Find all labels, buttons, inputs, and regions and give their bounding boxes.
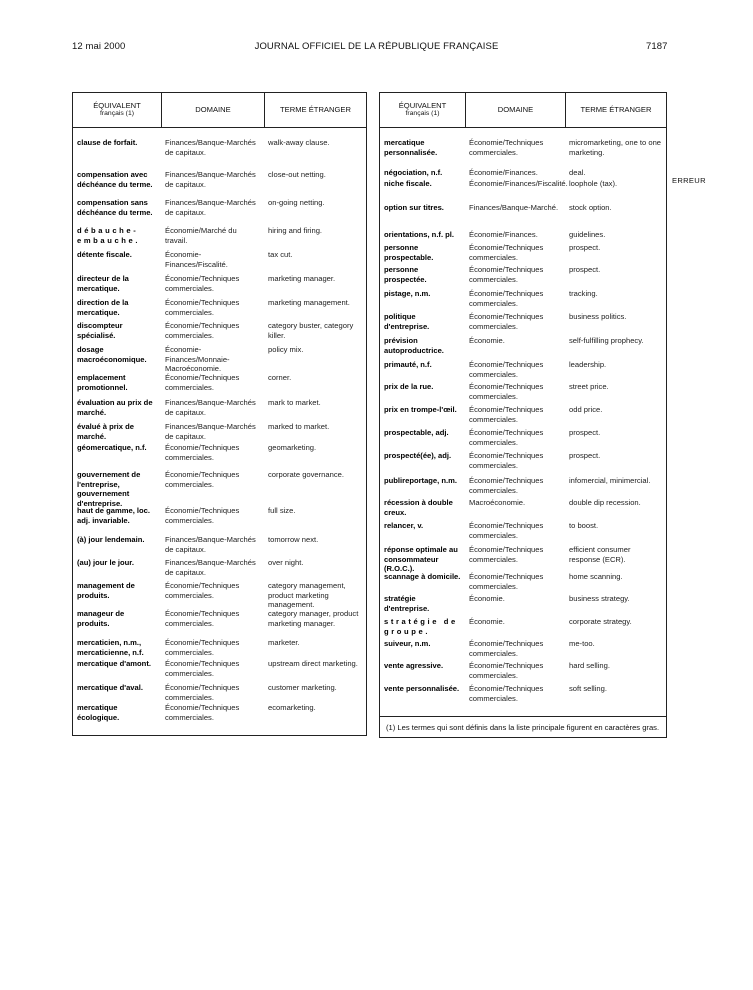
table-row — [380, 545, 666, 572]
col-header-equivalent-sub: français (1) — [405, 110, 440, 118]
col-header-domaine: DOMAINE — [465, 93, 565, 127]
table-row — [380, 428, 666, 451]
term-foreign: marked to market. — [268, 422, 330, 431]
table-row — [73, 659, 366, 683]
term-domain: Économie/Techniques commerciales. — [469, 138, 544, 157]
term-equivalent: (au) jour le jour. — [77, 558, 134, 567]
table-row — [380, 405, 666, 428]
col-header-equivalent-label: ÉQUIVALENT — [93, 100, 141, 110]
term-equivalent: vente personnalisée. — [384, 684, 460, 693]
table-row — [73, 170, 366, 198]
term-foreign: over night. — [268, 558, 304, 567]
term-domain: Économie/Techniques commerciales. — [469, 289, 544, 308]
table-row — [73, 638, 366, 659]
table-row — [73, 609, 366, 638]
term-foreign: micromarketing, one to one marketing. — [569, 138, 662, 157]
table-row — [380, 243, 666, 265]
left-table — [72, 92, 367, 736]
header-date: 12 mai 2000 — [72, 41, 126, 52]
col-header-terme: TERME ÉTRANGER — [264, 93, 366, 127]
term-domain: Économie/Techniques commerciales. — [469, 572, 544, 591]
term-domain: Économie-Finances/Fiscalité. — [165, 250, 228, 269]
term-domain: Finances/Banque-Marchés de capitaux. — [165, 422, 256, 441]
term-domain: Économie/Techniques commerciales. — [165, 659, 240, 678]
term-equivalent: mercatique d'amont. — [77, 659, 151, 668]
col-header-domaine: DOMAINE — [161, 93, 264, 127]
term-domain: Finances/Banque-Marchés de capitaux. — [165, 170, 256, 189]
term-foreign: efficient consumer response (ECR). — [569, 545, 631, 564]
term-domain: Économie/Techniques commerciales. — [469, 661, 544, 680]
table-row — [380, 594, 666, 617]
term-equivalent: réponse optimale au consommateur (R.O.C.). — [384, 545, 458, 574]
term-equivalent: emplacement promotionnel. — [77, 373, 128, 392]
term-domain: Finances/Banque-Marchés de capitaux. — [165, 558, 256, 577]
term-equivalent: négociation, n.f. — [384, 168, 443, 177]
term-domain: Économie/Techniques commerciales. — [469, 428, 544, 447]
term-equivalent: évalué à prix de marché. — [77, 422, 134, 441]
term-foreign: category manager, product marketing manager. — [268, 609, 359, 628]
term-domain: Finances/Banque-Marché. — [469, 203, 559, 212]
term-domain: Économie/Techniques commerciales. — [165, 373, 240, 392]
term-domain: Économie/Techniques commerciales. — [469, 639, 544, 658]
page-number: 7187 — [646, 41, 668, 52]
table-row — [380, 521, 666, 545]
term-domain: Économie/Techniques commerciales. — [165, 298, 240, 317]
table-row — [73, 226, 366, 250]
table-row — [73, 703, 366, 725]
term-foreign: full size. — [268, 506, 296, 515]
term-foreign: corporate governance. — [268, 470, 344, 479]
term-equivalent: directeur de la mercatique. — [77, 274, 129, 293]
term-equivalent: clause de forfait. — [77, 138, 138, 147]
term-domain: Économie/Techniques commerciales. — [469, 243, 544, 262]
term-domain: Économie/Techniques commerciales. — [165, 321, 240, 340]
term-equivalent: dosage macroéconomique. — [77, 345, 147, 364]
term-domain: Économie/Finances/Fiscalité. — [469, 179, 568, 188]
table-row — [73, 274, 366, 298]
table-row — [73, 683, 366, 703]
term-equivalent: option sur titres. — [384, 203, 444, 212]
table-row — [380, 476, 666, 498]
table-row — [380, 203, 666, 230]
table-row — [73, 398, 366, 422]
term-domain: Économie/Techniques commerciales. — [165, 506, 240, 525]
table-row — [380, 265, 666, 289]
term-foreign: prospect. — [569, 428, 601, 437]
right-table — [379, 92, 667, 738]
term-foreign: category buster, category killer. — [268, 321, 354, 340]
term-equivalent: gouvernement de l'entreprise, gouvernement d'entreprise. — [77, 470, 141, 508]
term-equivalent: stratégie d'entreprise. — [384, 594, 430, 613]
table-row — [73, 298, 366, 321]
term-domain: Économie/Techniques commerciales. — [165, 581, 240, 600]
table-row — [73, 321, 366, 345]
term-equivalent: compensation avec déchéance du terme. — [77, 170, 153, 189]
term-equivalent: suiveur, n.m. — [384, 639, 431, 648]
left-table-body — [73, 128, 366, 725]
term-domain: Économie/Techniques commerciales. — [469, 405, 544, 424]
table-row — [73, 581, 366, 609]
term-foreign: policy mix. — [268, 345, 304, 354]
term-equivalent: vente agressive. — [384, 661, 444, 670]
term-foreign: self-fulfilling prophecy. — [569, 336, 644, 345]
left-table-header — [73, 93, 366, 128]
term-domain: Économie. — [469, 336, 505, 345]
term-foreign: marketing manager. — [268, 274, 336, 283]
term-foreign: customer marketing. — [268, 683, 337, 692]
term-foreign: odd price. — [569, 405, 603, 414]
term-equivalent: direction de la mercatique. — [77, 298, 129, 317]
term-foreign: on-going netting. — [268, 198, 325, 207]
term-domain: Économie/Techniques commerciales. — [165, 274, 240, 293]
term-foreign: marketer. — [268, 638, 300, 647]
table-row — [380, 451, 666, 476]
table-row — [380, 230, 666, 243]
term-equivalent: primauté, n.f. — [384, 360, 432, 369]
col-header-equivalent — [73, 93, 161, 127]
term-domain: Économie/Techniques commerciales. — [165, 470, 240, 489]
term-equivalent: détente fiscale. — [77, 250, 132, 259]
term-equivalent: haut de gamme, loc. adj. invariable. — [77, 506, 151, 525]
term-domain: Économie/Techniques commerciales. — [165, 703, 240, 722]
term-foreign: to boost. — [569, 521, 599, 530]
term-foreign: stock option. — [569, 203, 612, 212]
col-header-equivalent-sub: français (1) — [100, 110, 134, 118]
table-row — [73, 558, 366, 581]
term-domain: Économie/Techniques commerciales. — [165, 443, 240, 462]
term-equivalent: personne prospectable. — [384, 243, 434, 262]
term-equivalent: compensation sans déchéance du terme. — [77, 198, 153, 217]
table-row — [73, 535, 366, 558]
table-row — [380, 312, 666, 336]
term-equivalent: personne prospectée. — [384, 265, 427, 284]
term-foreign: hard selling. — [569, 661, 610, 670]
term-equivalent: mercatique d'aval. — [77, 683, 143, 692]
term-foreign: business strategy. — [569, 594, 630, 603]
table-row — [380, 360, 666, 382]
term-foreign: close-out netting. — [268, 170, 326, 179]
term-equivalent: géomercatique, n.f. — [77, 443, 147, 452]
term-equivalent: publireportage, n.m. — [384, 476, 457, 485]
term-foreign: walk-away clause. — [268, 138, 330, 147]
term-domain: Économie. — [469, 617, 505, 626]
table-row — [380, 128, 666, 168]
table-row — [380, 382, 666, 405]
term-equivalent: niche fiscale. — [384, 179, 432, 188]
table-row — [380, 684, 666, 708]
term-domain: Finances/Banque-Marchés de capitaux. — [165, 398, 256, 417]
table-row — [380, 639, 666, 661]
term-domain: Économie. — [469, 594, 505, 603]
term-foreign: prospect. — [569, 265, 601, 274]
term-foreign: corner. — [268, 373, 292, 382]
term-equivalent: orientations, n.f. pl. — [384, 230, 455, 239]
right-table-header — [380, 93, 666, 128]
term-equivalent: débauche-embauche. — [77, 226, 141, 245]
term-equivalent: (à) jour lendemain. — [77, 535, 145, 544]
term-foreign: tracking. — [569, 289, 598, 298]
term-domain: Finances/Banque-Marchés de capitaux. — [165, 138, 256, 157]
term-domain: Économie/Techniques commerciales. — [469, 382, 544, 401]
term-foreign: prospect. — [569, 243, 601, 252]
term-foreign: leadership. — [569, 360, 607, 369]
term-equivalent: prévision autoproductrice. — [384, 336, 444, 355]
table-row — [380, 572, 666, 594]
term-equivalent: pistage, n.m. — [384, 289, 431, 298]
footnote: (1) Les termes qui sont définis dans la liste principale figurent en caractères gras. — [386, 723, 660, 732]
term-foreign: infomercial, minimercial. — [569, 476, 651, 485]
term-equivalent: prospecté(ée), adj. — [384, 451, 452, 460]
table-row — [73, 470, 366, 506]
table-row — [73, 128, 366, 170]
term-domain: Économie/Techniques commerciales. — [469, 451, 544, 470]
table-row — [73, 198, 366, 226]
table-row — [380, 179, 666, 203]
term-domain: Économie/Marché du travail. — [165, 226, 237, 245]
term-equivalent: prix de la rue. — [384, 382, 434, 391]
header-title: JOURNAL OFFICIEL DE LA RÉPUBLIQUE FRANÇAISE — [254, 41, 499, 52]
term-foreign: hiring and firing. — [268, 226, 323, 235]
term-domain: Économie/Techniques commerciales. — [165, 683, 240, 702]
term-foreign: soft selling. — [569, 684, 607, 693]
term-equivalent: mercaticien, n.m., mercaticienne, n.f. — [77, 638, 144, 657]
col-header-equivalent — [380, 93, 465, 127]
term-foreign: geomarketing. — [268, 443, 317, 452]
term-equivalent: mercatique écologique. — [77, 703, 120, 722]
term-domain: Macroéconomie. — [469, 498, 526, 507]
term-equivalent: discompteur spécialisé. — [77, 321, 123, 340]
table-row — [73, 250, 366, 274]
term-foreign: mark to market. — [268, 398, 321, 407]
right-table-body — [380, 128, 666, 708]
col-header-equivalent-label: ÉQUIVALENT — [398, 100, 447, 110]
table-row — [380, 289, 666, 312]
term-foreign: guidelines. — [569, 230, 606, 239]
term-domain: Économie/Techniques commerciales. — [469, 545, 544, 564]
table-row — [73, 506, 366, 535]
table-row — [73, 345, 366, 373]
term-domain: Économie/Techniques commerciales. — [165, 609, 240, 628]
term-domain: Économie/Techniques commerciales. — [469, 684, 544, 703]
term-foreign: street price. — [569, 382, 609, 391]
table-row — [73, 422, 366, 443]
term-domain: Économie/Techniques commerciales. — [469, 360, 544, 379]
col-header-terme: TERME ÉTRANGER — [565, 93, 666, 127]
term-foreign: deal. — [569, 168, 586, 177]
table-row — [380, 617, 666, 639]
term-foreign: prospect. — [569, 451, 601, 460]
term-equivalent: manageur de produits. — [77, 609, 125, 628]
table-row — [380, 498, 666, 521]
term-foreign: loophole (tax). — [569, 179, 618, 188]
term-equivalent: relancer, v. — [384, 521, 424, 530]
term-foreign: home scanning. — [569, 572, 623, 581]
term-equivalent: scannage à domicile. — [384, 572, 461, 581]
term-domain: Économie/Techniques commerciales. — [469, 476, 544, 495]
table-row — [380, 168, 666, 179]
term-domain: Économie/Finances. — [469, 230, 538, 239]
table-row — [73, 443, 366, 470]
table-row — [380, 661, 666, 684]
term-equivalent: management de produits. — [77, 581, 135, 600]
term-equivalent: stratégie de groupe. — [384, 617, 458, 636]
term-foreign: double dip recession. — [569, 498, 641, 507]
term-domain: Finances/Banque-Marchés de capitaux. — [165, 198, 256, 217]
term-domain: Économie/Techniques commerciales. — [469, 521, 544, 540]
term-foreign: marketing management. — [268, 298, 350, 307]
term-foreign: category management, product marketing management. — [268, 581, 346, 610]
term-foreign: corporate strategy. — [569, 617, 632, 626]
margin-note: ERREUR — [672, 176, 706, 185]
term-foreign: business politics. — [569, 312, 627, 321]
term-domain: Économie/Techniques commerciales. — [469, 312, 544, 331]
term-equivalent: évaluation au prix de marché. — [77, 398, 153, 417]
table-row — [380, 336, 666, 360]
term-equivalent: politique d'entreprise. — [384, 312, 430, 331]
term-foreign: tomorrow next. — [268, 535, 319, 544]
term-domain: Économie/Techniques commerciales. — [469, 265, 544, 284]
term-foreign: me-too. — [569, 639, 595, 648]
term-domain: Finances/Banque-Marchés de capitaux. — [165, 535, 256, 554]
term-foreign: ecomarketing. — [268, 703, 316, 712]
term-foreign: upstream direct marketing. — [268, 659, 358, 668]
term-domain: Économie-Finances/Monnaie-Macroéconomie. — [165, 345, 230, 374]
term-equivalent: mercatique personnalisée. — [384, 138, 438, 157]
term-equivalent: prospectable, adj. — [384, 428, 449, 437]
term-domain: Économie/Techniques commerciales. — [165, 638, 240, 657]
table-row — [73, 373, 366, 398]
term-equivalent: prix en trompe-l'œil. — [384, 405, 457, 414]
term-domain: Économie/Finances. — [469, 168, 538, 177]
term-foreign: tax cut. — [268, 250, 293, 259]
term-equivalent: récession à double creux. — [384, 498, 453, 517]
